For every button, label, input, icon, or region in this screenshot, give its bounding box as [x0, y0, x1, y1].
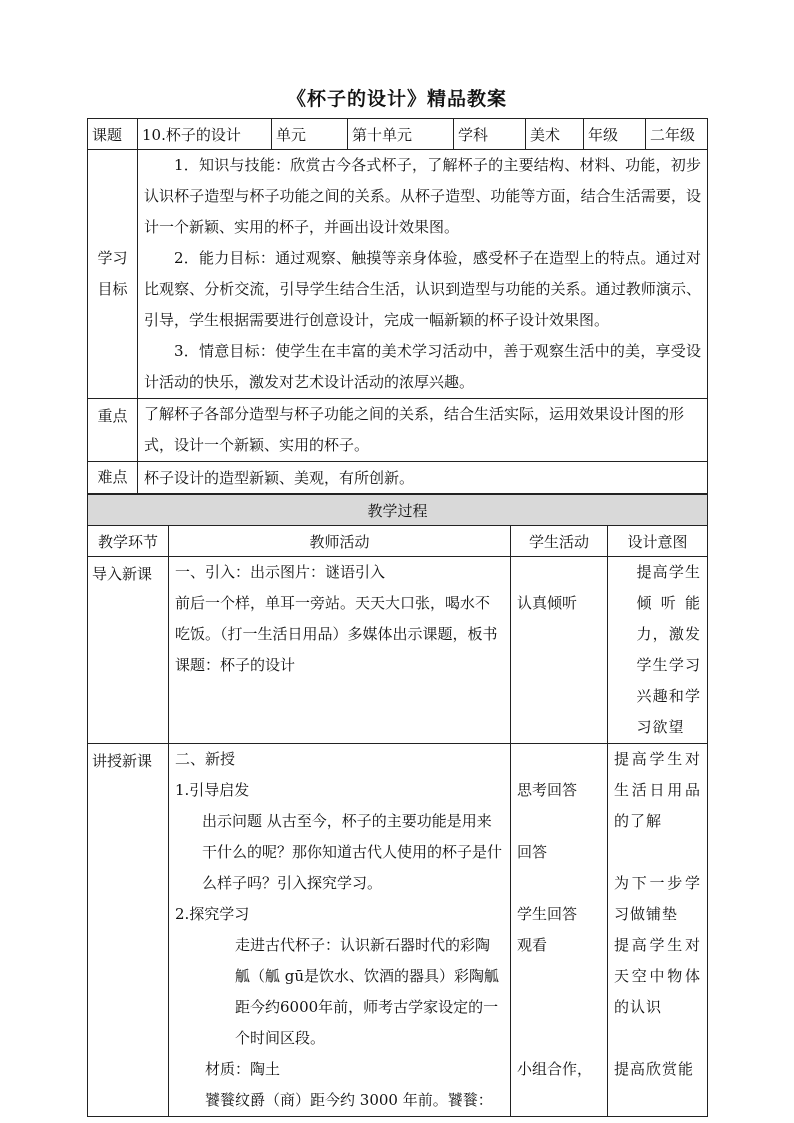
page-title: 《杯子的设计》精品教案: [286, 88, 507, 110]
key-points-text: 了解杯子各部分造型与杯子功能之间的关系，结合生活实际，运用效果设计图的形式，设计一个新颖、实用的杯子。: [138, 399, 708, 462]
key-points-label: 重点: [88, 399, 138, 462]
column-student: 学生活动: [511, 526, 608, 557]
grade-value: 二年级: [646, 119, 708, 150]
intro-purpose: 提高学生倾听能力，激发学生学习兴趣和学习欲望: [608, 557, 708, 744]
teach-teacher: 二、新授 1.引导启发 出示问题 从古至今，杯子的主要功能是用来干什么的呢？那你知道古代人使用的杯子是什么样子吗？引入探究学习。 2.探究学习 走进古代杯子：认识新石器时代的彩陶觚（觚 gū是饮水、饮酒的器具）彩陶觚距今约6000年前，师考古学家设定的一个时间区段。 材质：陶土 饕餮纹爵（商）距今约 3000 年前。饕餮：: [169, 744, 511, 1117]
process-table: [87, 494, 708, 1117]
teach-stage: 讲授新课: [88, 744, 169, 1117]
objective-ability: 2．能力目标：通过观察、触摸等亲身体验，感受杯子在造型上的特点。通过对比观察、分析交流，引导学生结合生活，认识到造型与功能的关系。通过教师演示、引导，学生根据需要进行创意设计，完成一幅新颖的杯子设计效果图。: [144, 249, 702, 329]
teach-row: [88, 744, 708, 1117]
difficulty-row: [88, 462, 708, 494]
unit-value: 第十单元: [348, 119, 454, 150]
process-header-row: [88, 495, 708, 526]
teach-purpose: 提高学生对生活日用品的了解 为下一步学习做铺垫 提高学生对天空中物体的认识 提高欣赏能: [608, 744, 708, 1117]
column-teacher: 教师活动: [169, 526, 511, 557]
objectives-content: [138, 150, 708, 399]
intro-stage: 导入新课: [88, 557, 169, 744]
lesson-plan-table: [87, 118, 708, 494]
meta-row: [88, 119, 708, 150]
difficulty-text: 杯子设计的造型新颖、美观，有所创新。: [138, 462, 708, 494]
topic-value: 10.杯子的设计: [138, 119, 272, 150]
objective-knowledge: 1．知识与技能：欣赏古今各式杯子，了解杯子的主要结构、材料、功能，初步认识杯子造型与杯子功能之间的关系。从杯子造型、功能等方面，结合生活需要，设计一个新颖、实用的杯子，并画出设计效果图。: [144, 156, 702, 236]
subject-value: 美术: [526, 119, 584, 150]
subject-label: 学科: [454, 119, 526, 150]
process-header: 教学过程: [88, 495, 708, 526]
column-stage: 教学环节: [88, 526, 169, 557]
key-points-row: [88, 399, 708, 462]
difficulty-label: 难点: [88, 462, 138, 494]
process-columns-row: [88, 526, 708, 557]
intro-student: 认真倾听: [511, 557, 608, 744]
objectives-label: 学习 目标: [88, 150, 138, 399]
unit-label: 单元: [272, 119, 348, 150]
intro-teacher: 一、引入：出示图片：谜语引入 前后一个样，单耳一旁站。天天大口张，喝水不吃饭。（打一生活日用品）多媒体出示课题，板书课题：杯子的设计: [169, 557, 511, 744]
topic-label: 课题: [88, 119, 138, 150]
objectives-row: [88, 150, 708, 399]
intro-row: [88, 557, 708, 744]
column-purpose: 设计意图: [608, 526, 708, 557]
teach-student: 思考回答 回答 学生回答 观看 小组合作，: [511, 744, 608, 1117]
grade-label: 年级: [584, 119, 646, 150]
objective-emotion: 3．情意目标：使学生在丰富的美术学习活动中，善于观察生活中的美，享受设计活动的快乐，激发对艺术设计活动的浓厚兴趣。: [144, 342, 702, 391]
